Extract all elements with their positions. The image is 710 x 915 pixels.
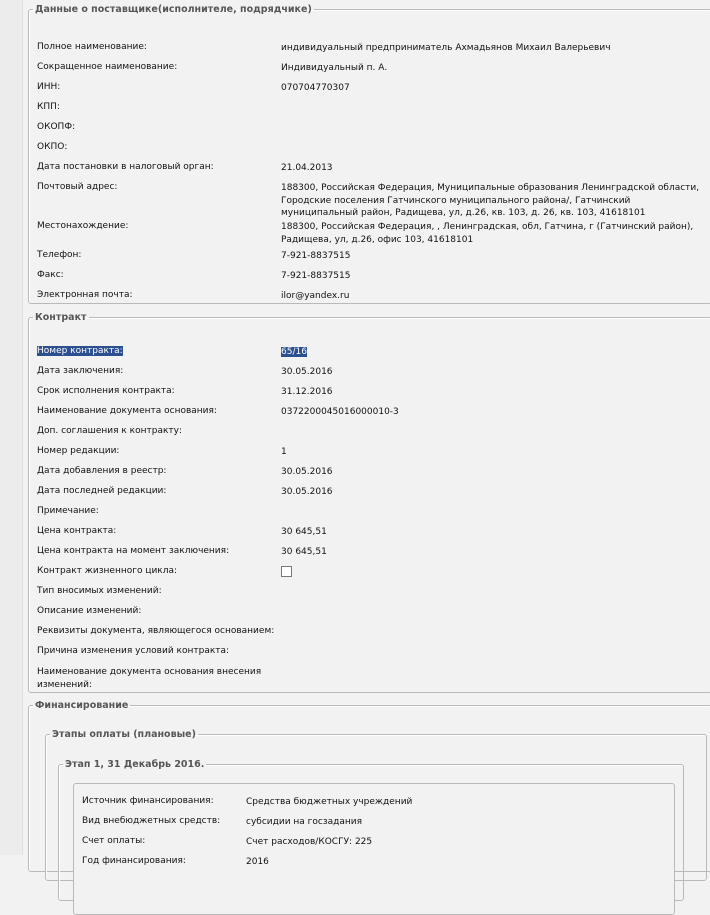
- contract-number-value: 65/16: [281, 347, 307, 357]
- financing-legend: Финансирование: [35, 700, 129, 711]
- contract-fieldset: [28, 312, 710, 693]
- location-value: 188300, Российская Федерация, , Ленинградская, обл, Гатчина, г (Гатчинский район), Радищева, ул, д.26, офис 103, 41618101: [281, 222, 694, 245]
- phone-label: Телефон:: [37, 250, 82, 260]
- deadline-label: Срок исполнения контракта:: [37, 386, 175, 396]
- payment-stages-legend: Этапы оплаты (плановые): [52, 729, 196, 740]
- contract-number-label: Номер контракта:: [37, 346, 123, 356]
- tax-date-label: Дата постановки в налоговый орган:: [37, 162, 214, 172]
- funding-source-value: Средства бюджетных учреждений: [246, 797, 413, 807]
- change-basis-doc-label: Наименование документа основания внесения изменений:: [37, 667, 262, 690]
- phone-value: 7-921-8837515: [281, 251, 351, 261]
- revision-value: 1: [281, 447, 287, 457]
- addenda-label: Доп. соглашения к контракту:: [37, 426, 183, 436]
- inn-label: ИНН:: [37, 82, 61, 92]
- full-name-value: индивидуальный предприниматель Ахмадьянов Михаил Валерьевич: [281, 43, 611, 53]
- email-label: Электронная почта:: [37, 290, 133, 300]
- added-date-label: Дата добавления в реестр:: [37, 466, 167, 476]
- revision-label: Номер редакции:: [37, 446, 120, 456]
- change-description-label: Описание изменений:: [37, 606, 142, 616]
- fax-value: 7-921-8837515: [281, 271, 351, 281]
- financing-fieldset: [28, 700, 710, 872]
- postal-address-value: 188300, Российская Федерация, Муниципальные образования Ленинградской области, Городские поселения Гатчинского муниципального района/, Гатчинский муниципальный район, Радищева, ул, д.26, кв. 103, д. 26, кв. 103, 41618101: [281, 183, 700, 218]
- location-label: Местонахождение:: [37, 221, 129, 231]
- extrabudget-type-label: Вид внебюджетных средств:: [82, 816, 221, 826]
- lifecycle-label: Контракт жизненного цикла:: [37, 566, 178, 576]
- basis-requisites-label: Реквизиты документа, являющегося основанием:: [37, 626, 275, 636]
- kpp-label: КПП:: [37, 102, 60, 112]
- added-date-value: 30.05.2016: [281, 467, 333, 477]
- conclusion-date-label: Дата заключения:: [37, 366, 124, 376]
- funding-source-label: Источник финансирования:: [82, 796, 214, 806]
- stage-1-details: [73, 783, 675, 915]
- basis-doc-label: Наименование документа основания:: [37, 406, 217, 416]
- stage-1-legend: Этап 1, 31 Декабрь 2016.: [65, 759, 205, 770]
- supplier-legend: Данные о поставщике(исполнителе, подрядчике): [35, 4, 312, 15]
- basis-doc-value: 0372200045016000010-3: [281, 407, 399, 417]
- conclusion-date-value: 30.05.2016: [281, 367, 333, 377]
- funding-year-label: Год финансирования:: [82, 856, 186, 866]
- okpo-label: ОКПО:: [37, 142, 68, 152]
- tax-date-value: 21.04.2013: [281, 163, 333, 173]
- price-at-conclusion-value: 30 645,51: [281, 547, 327, 557]
- email-value: ilor@yandex.ru: [281, 291, 350, 301]
- lifecycle-checkbox[interactable]: [281, 566, 292, 577]
- inn-value: 070704770307: [281, 83, 350, 93]
- change-reason-label: Причина изменения условий контракта:: [37, 646, 230, 656]
- short-name-label: Сокращенное наименование:: [37, 62, 178, 72]
- supplier-fieldset: [28, 4, 710, 304]
- price-value: 30 645,51: [281, 527, 327, 537]
- left-gutter: [0, 0, 23, 855]
- okopf-label: ОКОПФ:: [37, 122, 76, 132]
- contract-legend: Контракт: [35, 312, 87, 323]
- fax-label: Факс:: [37, 270, 64, 280]
- short-name-value: Индивидуальный п. А.: [281, 63, 388, 73]
- stage-1-fieldset: [58, 759, 684, 901]
- deadline-value: 31.12.2016: [281, 387, 333, 397]
- last-revision-label: Дата последней редакции:: [37, 486, 167, 496]
- funding-year-value: 2016: [246, 857, 269, 867]
- payment-stages-fieldset: [45, 729, 707, 881]
- postal-address-label: Почтовый адрес:: [37, 182, 118, 192]
- note-label: Примечание:: [37, 506, 99, 516]
- extrabudget-type-value: субсидии на госзадания: [246, 817, 363, 827]
- last-revision-value: 30.05.2016: [281, 487, 333, 497]
- payment-account-label: Счет оплаты:: [82, 836, 146, 846]
- full-name-label: Полное наименование:: [37, 42, 147, 52]
- payment-account-value: Счет расходов/КОСГУ: 225: [246, 837, 373, 847]
- price-at-conclusion-label: Цена контракта на момент заключения:: [37, 546, 230, 556]
- price-label: Цена контракта:: [37, 526, 117, 536]
- change-type-label: Тип вносимых изменений:: [37, 586, 162, 596]
